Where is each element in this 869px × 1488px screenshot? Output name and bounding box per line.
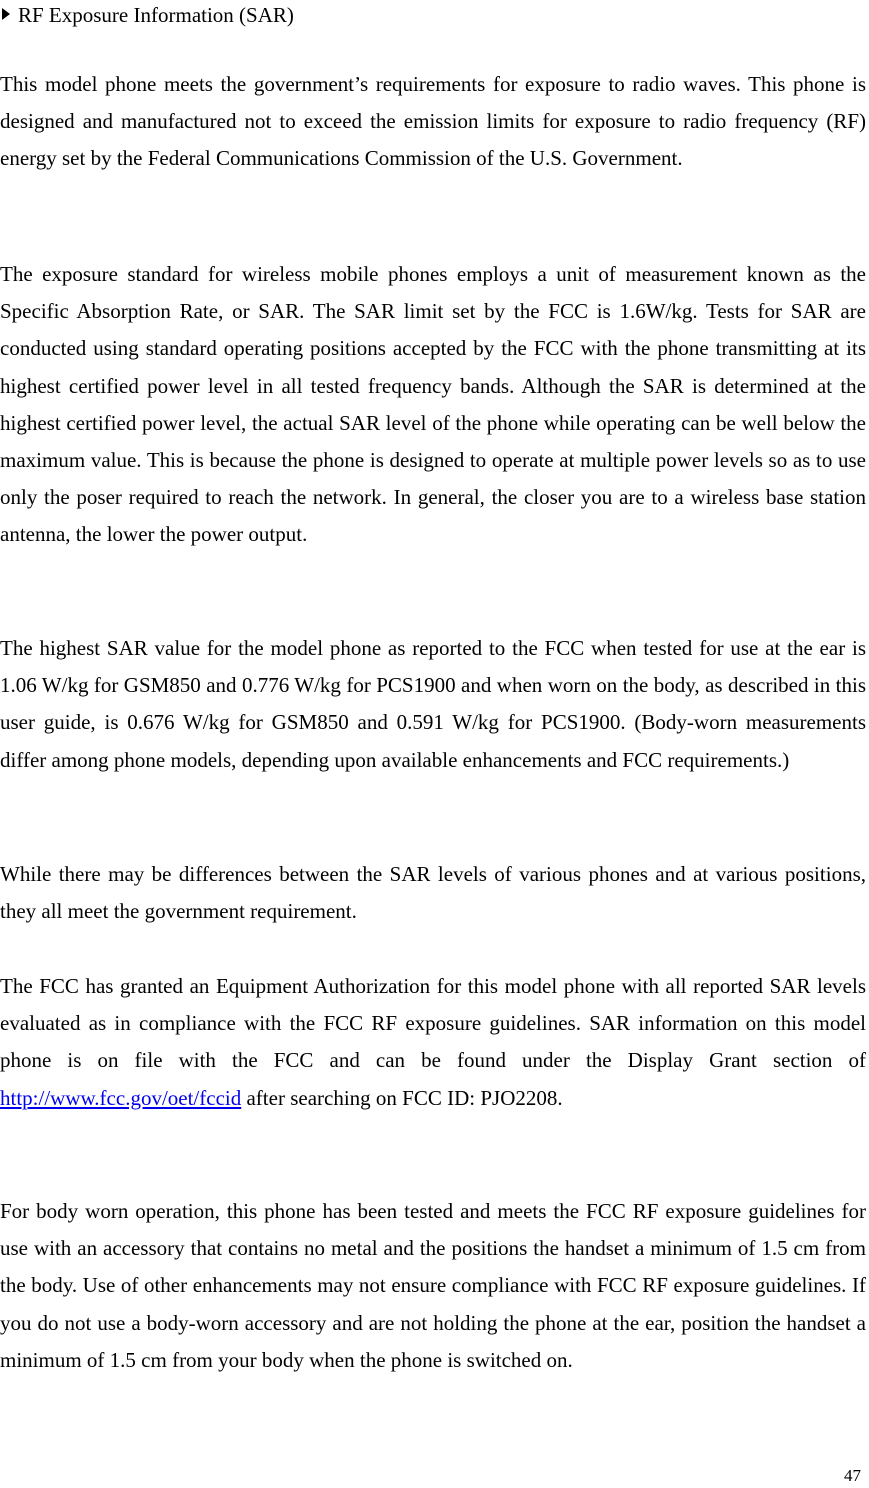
page-number: 47 — [844, 1466, 861, 1485]
section-heading — [2, 0, 294, 30]
section-title: RF Exposure Information (SAR) — [18, 3, 294, 27]
paragraph-body-worn-operation: For body worn operation, this phone has been tested and meets the FCC RF exposure guidelines for use with an accessory that contains no metal and the positions the handset a minimum of 1.5 cm from the body. Use of other enhancements may not ensure compliance with FCC RF exposure guidelines. If you do not use a body-worn accessory and are not holding the phone at the ear, position the handset a minimum of 1.5 cm from your body when the phone is switched on. — [0, 1199, 866, 1372]
paragraph-text: The FCC has granted an Equipment Authorization for this model phone with all reported SAR levels evaluated as in compliance with the FCC RF exposure guidelines. SAR information on this model phone is on file with the FCC and can be found under the Display Grant section of — [0, 974, 866, 1073]
paragraph-highest-sar-values: The highest SAR value for the model phone as reported to the FCC when tested for use at the ear is 1.06 W/kg for GSM850 and 0.776 W/kg for PCS1900 and when worn on the body, as described in this user guide, is 0.676 W/kg for GSM850 and 0.591 W/kg for PCS1900. (Body-worn measurements differ among phone models, depending upon available enhancements and FCC requirements.) — [0, 636, 866, 772]
paragraph-equipment-authorization — [0, 968, 866, 1117]
right-triangle-bullet-icon — [2, 8, 10, 20]
paragraph-text: after searching on FCC ID: PJO2208. — [241, 1085, 563, 1110]
paragraph-exposure-standard: The exposure standard for wireless mobile phones employs a unit of measurement known as the Specific Absorption Rate, or SAR. The SAR limit set by the FCC is 1.6W/kg. Tests for SAR are conducted using standard operating positions accepted by the FCC with the phone transmitting at its highest certified power level in all tested frequency bands. Although the SAR is determined at the highest certified power level, the actual SAR level of the phone while operating can be well below the maximum value. This is because the phone is designed to operate at multiple power levels so as to use only the poser required to reach the network. In general, the closer you are to a wireless base station antenna, the lower the power output. — [0, 262, 866, 547]
fcc-id-link[interactable]: http://www.fcc.gov/oet/fccid — [0, 1085, 242, 1110]
paragraph-sar-differences: While there may be differences between the SAR levels of various phones and at various positions, they all meet the government requirement. — [0, 862, 866, 924]
paragraph-intro: This model phone meets the government’s requirements for exposure to radio waves. This phone is designed and manufactured not to exceed the emission limits for exposure to radio frequency (RF) energy set by the Federal Communications Commission of the U.S. Government. — [0, 72, 866, 171]
